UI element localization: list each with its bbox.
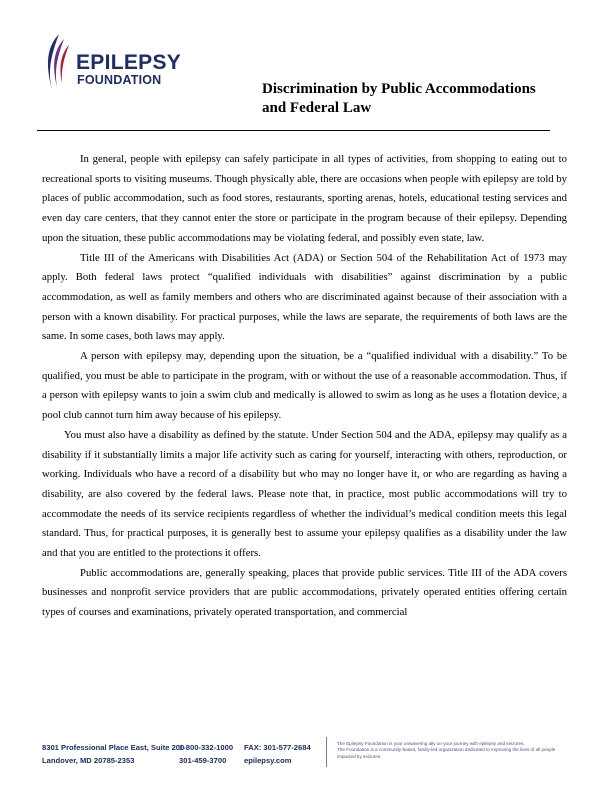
footer-note-line: The Epilepsy Foundation is your unwavering ally on your journey with epilepsy and seizures.	[337, 741, 525, 746]
footer-phones	[179, 741, 233, 767]
page-title	[262, 80, 582, 118]
flame-logo-icon	[42, 33, 72, 91]
paragraph: In general, people with epilepsy can safely participate in all types of activities, from shopping to eating out to recreational sports to visiting museums. Though physically able, there are occasions when people with epilepsy are told by places of public accommodation, such as food stores, restaurants, sporting arenas, hotels, educational testing services and even day care centers, that they cannot enter the store or participate in the program because of their epilepsy. Depending upon the situation, these public accommodations may be violating federal, and possibly even state, law.	[42, 153, 567, 244]
logo-wordmark-foundation: FOUNDATION	[77, 73, 162, 87]
epilepsy-foundation-logo	[42, 33, 192, 93]
footer-address-line: Landover, MD 20785-2353	[42, 756, 135, 765]
logo-wordmark-epilepsy: EPILEPSY	[76, 51, 182, 74]
title-divider	[37, 130, 550, 131]
paragraph: A person with epilepsy may, depending upon the situation, be a “qualified individual with a disability.” To be qualified, you must be able to participate in the program, with or without the use of a reasonable accommodation. Thus, if a person with epilepsy wants to join a swim club and medically is allowed to swim as long as he uses a flotation device, a pool club cannot turn him away because of his epilepsy.	[42, 350, 567, 422]
footer-note-line: impacted by seizures.	[337, 753, 382, 759]
document-body	[42, 150, 567, 623]
page-title-line: Discrimination by Public Accommodations	[262, 81, 536, 97]
footer-mission-note	[337, 741, 567, 760]
paragraph: Public accommodations are, generally speaking, places that provide public services. Title III of the ADA covers businesses and nonprofit service providers that are public accommodations, privately operated entities offering certain types of courses and examinations, privately operated transportation, and commercial	[42, 566, 567, 619]
page-title-line: and Federal Law	[262, 100, 372, 116]
paragraph: You must also have a disability as defined by the statute. Under Section 504 and the ADA, epilepsy may qualify as a disability if it substantially limits a major life activity such as caring for yourself, interacting with others, reproduction, or working. Individuals who have a record of a disability but who may no longer have it, or who are regarding as having a disability, are also covered by the federal laws. Please note that, in practice, most public accommodations will try to accommodate the needs of its service recipients regardless of whether the individual’s medical condition meets this legal standard. Thus, for practical purposes, it is generally best to assume your epilepsy qualifies as a disability under the law and that you are entitled to the protections it offers.	[42, 428, 567, 560]
footer-fax-web	[244, 741, 311, 767]
footer-address-line: 8301 Professional Place East, Suite 200	[42, 743, 185, 752]
footer-note-line: The Foundation is a community-based, family-led organization dedicated to improving the lives of all people	[337, 747, 556, 753]
footer-fax: FAX: 301-577-2684	[244, 743, 311, 752]
footer-phone-tollfree: 1-800-332-1000	[179, 743, 234, 752]
footer-address	[42, 741, 184, 767]
footer-website-link[interactable]: epilepsy.com	[244, 756, 292, 765]
paragraph: Title III of the Americans with Disabilities Act (ADA) or Section 504 of the Rehabilitation Act of 1973 may apply. Both federal laws protect “qualified individuals with disabilities” against discrimination by a public accommodation, as well as family members and others who are discriminated against because of their association with a person with a known disability. For practical purposes, while the laws are separate, the requirements of both laws are the same. In some cases, both laws may apply.	[42, 251, 567, 343]
footer-divider	[326, 737, 327, 767]
footer-phone-local: 301-459-3700	[179, 756, 227, 765]
